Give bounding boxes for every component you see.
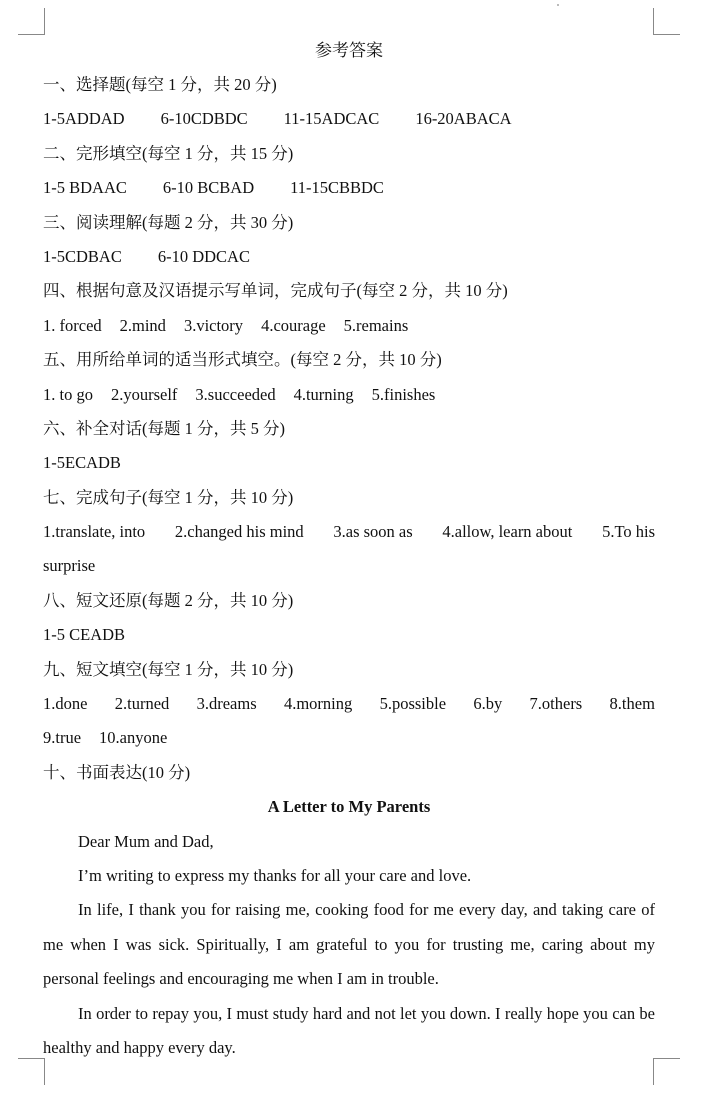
essay-title: A Letter to My Parents: [267, 797, 431, 817]
section-9-heading: 九、短文填空(每空 1 分，共 10 分): [43, 659, 294, 679]
corner-mark-top-left: [18, 8, 45, 35]
essay-paragraph: I’m writing to express my thanks for all your care and love.: [78, 866, 472, 885]
section-10-heading: 十、书面表达(10 分): [43, 762, 191, 782]
section-3-heading: 三、阅读理解(每题 2 分，共 30 分): [43, 212, 294, 232]
section-7-heading: 七、完成句子(每空 1 分，共 10 分): [43, 487, 294, 507]
answer-item: 8.them: [609, 694, 655, 714]
answer-item: 16-20ABACA: [415, 109, 512, 129]
section-7-answers: [43, 515, 655, 549]
section-6-answers: [43, 446, 655, 480]
section-3-answers: [43, 240, 655, 274]
answer-item: 4.turning: [293, 384, 354, 404]
answer-item: 3.as soon as: [333, 522, 413, 542]
answer-item: 4.courage: [261, 315, 326, 335]
section-9-answers: [43, 687, 655, 721]
section-5-heading: 五、用所给单词的适当形式填空。(每空 2 分，共 10 分): [43, 350, 442, 370]
answer-item: 9.true: [43, 728, 82, 748]
section-4-answers: [43, 309, 655, 343]
answer-item: 4.allow, learn about: [442, 522, 573, 542]
page-title: 参考答案: [315, 41, 383, 60]
answer-item: 6-10 BCBAD: [162, 178, 255, 198]
section-8-heading: 八、短文还原(每题 2 分，共 10 分): [43, 590, 294, 610]
section-5-answers: [43, 378, 655, 412]
answer-item: 11-15CBBDC: [290, 178, 384, 198]
answer-item: 1-5ADDAD: [43, 109, 125, 129]
answer-item: 10.anyone: [99, 728, 168, 748]
answer-item: 2.mind: [119, 315, 166, 335]
corner-mark-top-right: [653, 8, 680, 35]
section-4-heading: 四、根据句意及汉语提示写单词，完成句子(每空 2 分，共 10 分): [43, 281, 508, 301]
essay-greeting: Dear Mum and Dad,: [78, 831, 214, 851]
section-2-heading: 二、完形填空(每空 1 分，共 15 分): [43, 143, 294, 163]
answer-item: 6-10 DDCAC: [157, 246, 250, 266]
answer-item: 4.morning: [283, 694, 353, 714]
section-7-answers-continued: surprise: [43, 556, 96, 576]
section-6-heading: 六、补全对话(每题 1 分，共 5 分): [43, 418, 285, 438]
essay-paragraph: In order to repay you, I must study hard and not let you down. I really hope you can be healthy and happy every day.: [43, 1003, 655, 1058]
answer-item: 1.translate, into: [43, 522, 146, 542]
section-9-answers-continued: [43, 721, 655, 755]
answer-item: 2.changed his mind: [174, 522, 304, 542]
answer-item: 1-5 CEADB: [43, 625, 126, 645]
corner-mark-bottom-left: [18, 1058, 45, 1085]
answer-item: 1-5CDBAC: [43, 246, 122, 266]
answer-item: 1. forced: [43, 315, 102, 335]
answer-item: 1-5 BDAAC: [43, 178, 127, 198]
answer-key-page: [43, 34, 655, 1065]
essay-paragraph: In life, I thank you for raising me, cooking food for me every day, and taking care of me when I was sick. Spiritually, I am grateful to you for trusting me, caring about my personal feelings and encouraging me when I am in trouble.: [43, 900, 655, 989]
answer-item: 1. to go: [43, 384, 93, 404]
answer-item: 5.To his: [602, 522, 655, 542]
section-1-heading: 一、选择题(每空 1 分，共 20 分): [43, 75, 277, 94]
answer-item: 2.turned: [114, 694, 170, 714]
answer-item: 3.succeeded: [195, 384, 276, 404]
answer-item: 6-10CDBDC: [160, 109, 248, 129]
answer-item: 5.finishes: [371, 384, 436, 404]
answer-item: 7.others: [529, 694, 583, 714]
answer-item: 1.done: [43, 694, 88, 714]
page-speck: [557, 4, 559, 6]
section-8-answers: [43, 618, 655, 652]
section-1-answers: [43, 102, 655, 136]
answer-item: 3.dreams: [196, 694, 257, 714]
answer-item: 2.yourself: [110, 384, 178, 404]
corner-mark-bottom-right: [653, 1058, 680, 1085]
section-2-answers: [43, 171, 655, 205]
answer-item: 5.possible: [379, 694, 447, 714]
answer-item: 6.by: [473, 694, 503, 714]
answer-item: 11-15ADCAC: [283, 109, 380, 129]
answer-item: 1-5ECADB: [43, 453, 121, 473]
answer-item: 3.victory: [183, 315, 244, 335]
answer-item: 5.remains: [343, 315, 409, 335]
